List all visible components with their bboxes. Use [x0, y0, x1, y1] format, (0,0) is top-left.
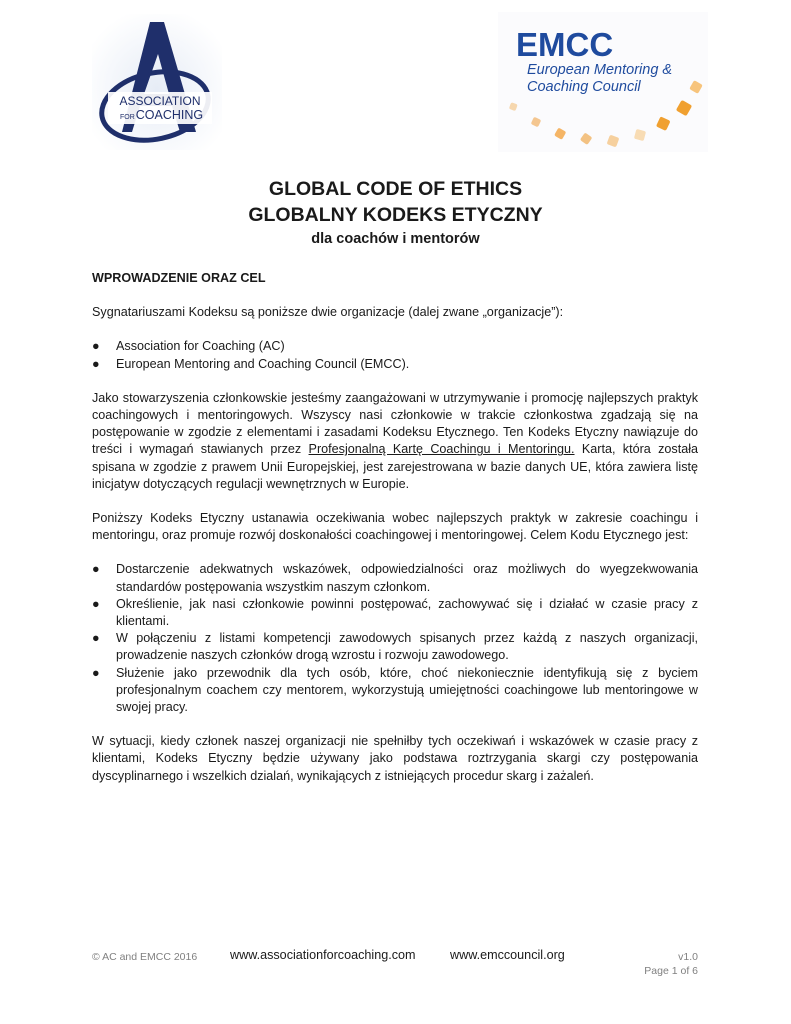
- bullet-icon: ●: [92, 631, 100, 646]
- ac-logo-coaching: COACHING: [135, 108, 204, 122]
- bullet-icon: ●: [92, 356, 100, 371]
- list-item: [92, 356, 698, 373]
- document-subtitle: dla coachów i mentorów: [311, 231, 480, 247]
- bullet-icon: ●: [92, 339, 100, 354]
- list-item: [92, 561, 698, 595]
- page-number: Page 1 of 6: [644, 965, 698, 977]
- charter-link[interactable]: Profesjonalną Kartę Coachingu i Mentoringu.: [308, 442, 575, 457]
- bullet-icon: ●: [92, 562, 100, 577]
- ac-website-link[interactable]: www.associationforcoaching.com: [230, 948, 416, 962]
- purpose-paragraph: Poniższy Kodeks Etyczny ustanawia oczekiwania wobec najlepszych praktyk w zakresie coachingu i mentoringu, oraz promuje rozwój doskonałości coachingowej i mentoringowej. Celem Kodu Etycznego jest:: [92, 511, 698, 543]
- emcc-website-link[interactable]: www.emccouncil.org: [450, 948, 565, 962]
- emcc-acronym: EMCC: [516, 26, 614, 63]
- membership-paragraph: [92, 390, 698, 493]
- paragraph-text: Jako stowarzyszenia członkowskie jesteśmy zaangażowani w utrzymywanie i promocję najlepszych praktyk coachingowych i mentoringowych. Wszyscy nasi członkowie w trakcie członkostwa zgadzają się na postępowanie w zgodzie z elementami i zasadami Kodeksu Etycznego. Ten Kodeks Etyczny nawiązuje do treści i wymagań stawianych przez: [92, 390, 698, 457]
- aim-text: Dostarczenie adekwatnych wskazówek, odpowiedzialności oraz możliwych do wyegzekwowania standardów postępowania wszystkim naszym członkom.: [116, 562, 698, 594]
- intro-paragraph: Sygnatariuszami Kodeksu są poniższe dwie organizacje (dalej zwane „organizacje”):: [92, 305, 564, 320]
- title-polish: GLOBALNY KODEKS ETYCZNY: [248, 204, 543, 226]
- aim-text: Służenie jako przewodnik dla tych osób, które, choć niekoniecznie identyfikują się z byciem profesjonalnym coachem czy mentorem, wykorzystują umiejętności coachingowe lub mentoringowe w swojej pracy.: [116, 665, 698, 715]
- aims-list: [92, 561, 698, 716]
- document-body: [92, 270, 698, 802]
- emcc-logo: [498, 12, 708, 152]
- association-for-coaching-logo: [92, 14, 222, 150]
- organization-name: European Mentoring and Coaching Council (EMCC).: [116, 356, 410, 371]
- section-heading: WPROWADZENIE ORAZ CEL: [92, 271, 266, 285]
- organization-name: Association for Coaching (AC): [116, 339, 285, 354]
- bullet-icon: ●: [92, 596, 100, 611]
- aim-text: Określienie, jak nasi członkowie powinni postępować, zachowywać się i działać w czasie pracy z klientami.: [116, 596, 698, 629]
- emcc-name-line2: Coaching Council: [527, 79, 641, 95]
- emcc-full-name: [527, 62, 672, 96]
- organizations-list: [92, 338, 698, 372]
- list-item: [92, 596, 698, 630]
- copyright-notice: © AC and EMCC 2016: [92, 951, 198, 963]
- list-item: [92, 665, 698, 717]
- emcc-name-line1: European Mentoring &: [527, 62, 673, 78]
- ac-logo-for: FOR: [120, 114, 135, 121]
- title-english: GLOBAL CODE OF ETHICS: [268, 178, 523, 200]
- bullet-icon: ●: [92, 665, 100, 680]
- version-label: v1.0: [678, 951, 698, 963]
- list-item: [92, 630, 698, 664]
- complaints-paragraph: W sytuacji, kiedy członek naszej organizacji nie spełniłby tych oczekiwań i wskazówek w czasie pracy z klientami, Kodeks Etyczny będzie używany jako podstawa roztrzygania skargi czy postępowania dyscyplinarnego i wszelkich dzialań, wynikających z istniejących procedur skarg i zażaleń.: [92, 734, 698, 783]
- page-footer: [92, 946, 698, 986]
- list-item: [92, 338, 698, 355]
- document-title-block: [0, 176, 791, 248]
- ac-logo-graphic: [92, 14, 222, 150]
- aim-text: W połączeniu z listami kompetencji zawodowych spisanych przez każdą z naszych organizacji, prowadzenie naszych członków drogą wzrostu i rozwoju zawodowego.: [116, 631, 698, 663]
- ac-logo-line1: ASSOCIATION: [119, 94, 201, 108]
- paragraph-text: Karta, która została spisana w zgodzie z prawem Unii Europejskiej, jest zarejestrowana w bazie danych UE, która zawiera listę inicjatyw dotyczących regulacji wewnętrznych w Europie.: [92, 442, 699, 491]
